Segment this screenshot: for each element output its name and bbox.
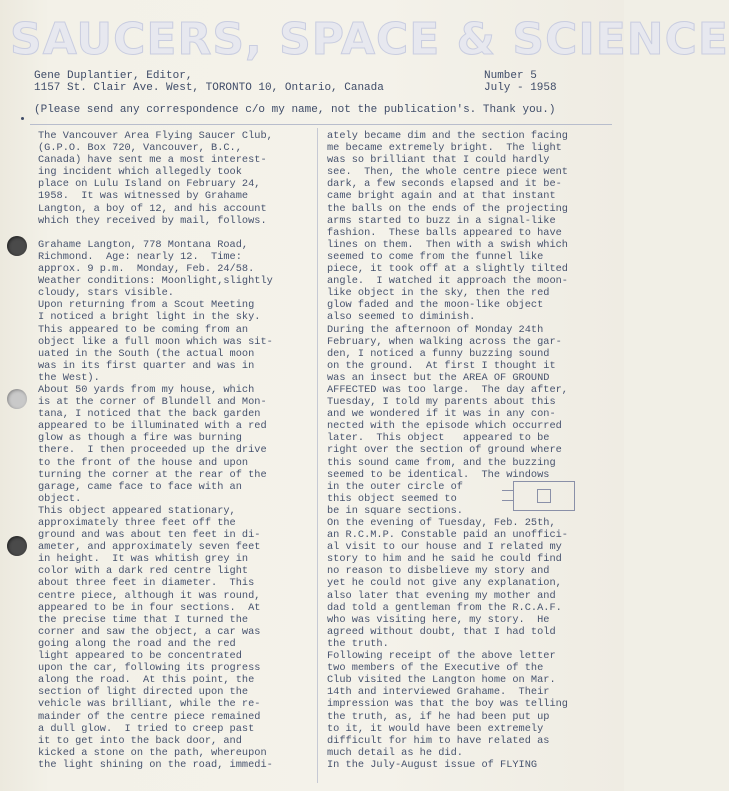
window-sketch — [513, 481, 575, 511]
left-column-line: appeared to be illuminated with a red — [38, 420, 267, 433]
left-column-line: the light shining on the road, immedi- — [38, 758, 273, 771]
right-column-line: me became extremely bright. The light — [327, 142, 562, 155]
right-column-line: also later that evening my mother and — [327, 589, 556, 602]
right-column-line: story to him and he said he could find — [327, 553, 562, 566]
left-column-line: the precise time that I turned the — [38, 613, 249, 626]
right-column-line: who was visiting here, my story. He — [327, 613, 550, 626]
left-column-line: there. I then proceeded up the drive — [38, 444, 267, 457]
right-column-line: glow faded and the moon-like object — [327, 299, 544, 312]
right-column-line: in the outer circle of — [327, 480, 463, 493]
left-column-line: ground and was about ten feet in di- — [38, 529, 261, 542]
punch-hole — [7, 236, 27, 256]
left-column-line: Richmond. Age: nearly 12. Time: — [38, 250, 242, 263]
right-column-line: piece, it took off at a slightly tilted — [327, 263, 568, 276]
left-column-line: upon the car, following its progress — [38, 662, 261, 675]
left-column-line: going along the road and the red — [38, 637, 236, 650]
right-column-line: seemed to be identical. The windows — [327, 468, 550, 481]
right-column-line: right over the section of ground where — [327, 444, 562, 457]
punch-hole — [7, 389, 27, 409]
left-column-line: Canada) have sent me a most interest- — [38, 154, 267, 167]
left-column-line: tana, I noticed that the back garden — [38, 408, 261, 421]
right-column-line: yet he could not give any explanation, — [327, 577, 562, 590]
left-column-line: object. — [38, 492, 82, 505]
left-column-line: glow as though a fire was burning — [38, 432, 242, 445]
right-column — [327, 130, 617, 771]
left-column-line: light appeared to be concentrated — [38, 650, 242, 663]
left-column-line: approx. 9 p.m. Monday, Feb. 24/58. — [38, 263, 255, 276]
right-column-line: AFFECTED was too large. The day after, — [327, 383, 568, 396]
left-column-line: place on Lulu Island on February 24, — [38, 178, 261, 191]
right-column-line: During the afternoon of Monday 24th — [327, 323, 544, 336]
window-sketch-line — [502, 490, 514, 491]
right-column-line: no reason to disbelieve my story and — [327, 565, 550, 578]
right-column-line: two members of the Executive of the — [327, 662, 544, 675]
punch-hole — [7, 536, 27, 556]
right-column-line: this sound came from, and the buzzing — [327, 456, 556, 469]
address-line: 1157 St. Clair Ave. West, TORONTO 10, Ontario, Canada — [34, 82, 384, 94]
left-column-line: garage, came face to face with an — [38, 480, 242, 493]
left-column-line: to the front of the house and upon — [38, 456, 249, 469]
left-column-line: I noticed a bright light in the sky. — [38, 311, 261, 324]
column-divider — [317, 128, 318, 783]
left-column-line: Langton, a boy of 12, and his account — [38, 202, 267, 215]
window-sketch-square — [537, 489, 551, 503]
left-column-line: the West). — [38, 371, 100, 384]
left-column-line: The Vancouver Area Flying Saucer Club, — [38, 130, 273, 142]
right-column-line: 14th and interviewed Grahame. Their — [327, 686, 550, 699]
left-column-line: color with a dark red centre light — [38, 565, 249, 578]
right-column-line: also seemed to diminish. — [327, 311, 476, 324]
left-column-line: ing incident which allegedly took — [38, 166, 242, 179]
right-column-line: Following receipt of the above letter — [327, 650, 556, 663]
right-column-line: the truth, as, if he had been put up — [327, 710, 550, 723]
left-column-line: corner and saw the object, a car was — [38, 625, 261, 638]
left-column-line: approximately three feet off the — [38, 517, 236, 529]
right-column-line: al visit to our house and I related my — [327, 541, 562, 554]
left-column-line: which they received by mail, follows. — [38, 214, 267, 227]
right-column-line: impression was that the boy was telling — [327, 698, 568, 711]
left-column-line: centre piece, although it was round, — [38, 589, 261, 602]
right-column-line: lines on them. Then with a swish which — [327, 238, 568, 251]
left-column-line: 1958. It was witnessed by Grahame — [38, 190, 249, 203]
right-column-line: February, when walking across the gar- — [327, 335, 562, 348]
right-column-line: nected with the episode which occurred — [327, 420, 562, 433]
masthead-title: SAUCERS, SPACE & SCIENCE — [10, 14, 729, 65]
right-column-line: Tuesday, I told my parents about this — [327, 396, 556, 409]
right-column-line: In the July-August issue of FLYING — [327, 758, 538, 771]
left-column-line: vehicle was brilliant, while the re- — [38, 698, 261, 711]
left-column-line: it to get into the back door, and — [38, 734, 242, 747]
left-column-line: uated in the South (the actual moon — [38, 347, 255, 360]
right-column-line: much detail as he did. — [327, 746, 463, 759]
left-column-line: turning the corner at the rear of the — [38, 468, 267, 481]
right-column-line: den, I noticed a funny buzzing sound — [327, 347, 550, 360]
left-column-line: is at the corner of Blundell and Mon- — [38, 396, 267, 409]
right-column-line: fashion. These balls appeared to have — [327, 226, 562, 239]
left-column-line: Upon returning from a Scout Meeting — [38, 299, 255, 312]
window-sketch-line — [502, 500, 514, 501]
right-column-line: On the evening of Tuesday, Feb. 25th, — [327, 517, 556, 529]
right-column-line: came bright again and at that instant — [327, 190, 556, 203]
left-column-line: This appeared to be coming from an — [38, 323, 249, 336]
right-column-line: dad told a gentleman from the R.C.A.F. — [327, 601, 562, 614]
right-column-line: to it, it would have been extremely — [327, 722, 544, 735]
left-column-line: section of light directed upon the — [38, 686, 249, 699]
right-column-line: later. This object appeared to be — [327, 432, 550, 445]
right-column-line: agreed without doubt, that I had told — [327, 625, 556, 638]
right-column-line: the truth. — [327, 637, 389, 650]
left-column-line: along the road. At this point, the — [38, 674, 255, 687]
right-column-line: on the ground. At first I thought it — [327, 359, 556, 372]
header-divider — [30, 124, 612, 125]
issue-date: July - 1958 — [484, 82, 557, 94]
left-column-line: about three feet in diameter. This — [38, 577, 255, 590]
right-column-line: seemed to come from the funnel like — [327, 250, 544, 263]
left-column-line: appeared to be in four sections. At — [38, 601, 261, 614]
left-column-line: a dull glow. I tried to creep past — [38, 722, 255, 735]
left-column-line: Grahame Langton, 778 Montana Road, — [38, 238, 249, 251]
right-column-line: was an insect but the AREA OF GROUND — [327, 371, 550, 384]
left-column-line — [38, 227, 316, 239]
left-column — [38, 130, 316, 771]
left-column-line: was in its first quarter and was in — [38, 359, 255, 372]
left-column-line: mainder of the centre piece remained — [38, 710, 261, 723]
right-column-line: arms started to buzz in a signal-like — [327, 214, 556, 227]
right-column-line: ately became dim and the section facing — [327, 130, 568, 142]
right-column-line: and we wondered if it was in any con- — [327, 408, 556, 421]
right-column-line: be in square sections. — [327, 504, 463, 517]
left-column-line: (G.P.O. Box 720, Vancouver, B.C., — [38, 142, 242, 155]
right-column-line: this object seemed to — [327, 492, 457, 505]
left-column-line: kicked a stone on the path, whereupon — [38, 746, 267, 759]
editor-line: Gene Duplantier, Editor, — [34, 70, 193, 82]
right-column-line: the balls on the ends of the projecting — [327, 202, 568, 215]
left-column-line: This object appeared stationary, — [38, 504, 236, 517]
left-column-line: object like a full moon which was sit- — [38, 335, 273, 348]
right-column-line: see. Then, the whole centre piece went — [327, 166, 568, 179]
left-column-line: Weather conditions: Moonlight,slightly — [38, 275, 273, 288]
right-column-line: Club visited the Langton home on Mar. — [327, 674, 556, 687]
right-column-line: difficult for him to have related as — [327, 734, 550, 747]
left-column-line: ameter, and approximately seven feet — [38, 541, 261, 554]
left-column-line: in height. It was whitish grey in — [38, 553, 249, 566]
correspondence-notice: (Please send any correspondence c/o my name, not the publication's. Thank you.) — [34, 104, 556, 116]
right-column-line: angle. I watched it approach the moon- — [327, 275, 568, 288]
right-column-line: was so brilliant that I could hardly — [327, 154, 550, 167]
right-column-line: dark, a few seconds elapsed and it be- — [327, 178, 562, 191]
bullet-mark — [21, 117, 24, 120]
right-column-line: like object in the sky, then the red — [327, 287, 550, 300]
left-column-line: About 50 yards from my house, which — [38, 383, 255, 396]
issue-number: Number 5 — [484, 70, 537, 82]
right-column-line: an R.C.M.P. Constable paid an unoffici- — [327, 529, 568, 542]
left-column-line: cloudy, stars visible. — [38, 287, 174, 300]
